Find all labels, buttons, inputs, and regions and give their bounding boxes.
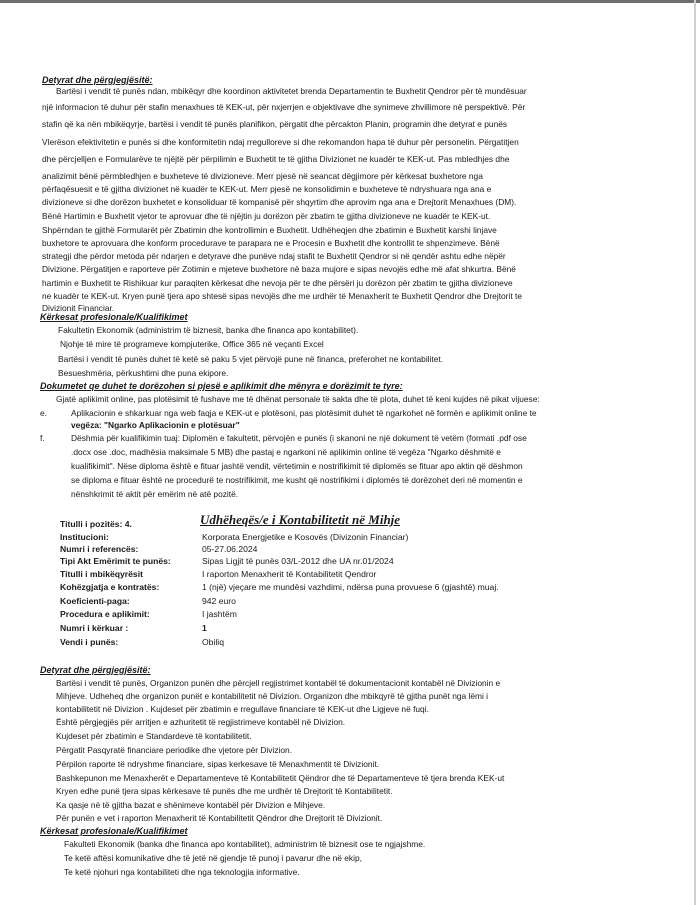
text-line: Për punën e vet i raporton Menaxherit të Kontabilitetit Qëndror dhe Drejtorit të Divizionit. xyxy=(56,813,383,823)
text-line: Bartësi i vendit të punës duhet të ketë së paku 5 vjet përvojë pune në financa, preferohet ne kontabilitet. xyxy=(58,354,444,364)
position-label: Titulli i pozitës: 4. xyxy=(60,519,132,529)
requirements-heading: Kërkesat profesionale/Kualifikimet xyxy=(40,312,188,322)
reference-value: 05-27.06.2024 xyxy=(202,544,258,554)
text-line: Dëshmia për kualifikimin tuaj: Diplomën e fakultetit, përvojën e punës (i skanoni ne një dokument të vetëm (formati .pdf ose xyxy=(71,433,527,443)
text-line: kontabilitetit në Divizion . Kujdeset për zbatimin e rregullave financiare të KEK-ut dhe Ligjeve në fuqi. xyxy=(56,704,429,714)
text-line: strategji dhe përdor metoda për ndarjen e detyrave dhe punëve ndaj stafit te Buxhetit Qendror si në qendër ashtu edhe nëpër xyxy=(42,251,506,261)
requirements-heading-2: Kërkesat profesionale/Kualifikimet xyxy=(40,826,188,836)
text-line: se diploma e fituar është ne procedurë te nostrifikimit, me kusht që nostrifikimi i diplomës të dorëzohet deri në momentin e xyxy=(71,475,523,485)
text-line: Kujdeset për zbatimin e Standardeve të kontabilitetit. xyxy=(56,731,252,741)
text-line: kualifikimit". Nëse diploma është e fituar jashtë vendit, vërtetimin e nostrifikimit të diplomës se fituar apo aktin që dëshmon xyxy=(71,461,523,471)
number-required-label: Numri i kërkuar : xyxy=(60,623,129,633)
contract-duration-label: Kohëzgjatja e kontratës: xyxy=(60,582,160,592)
list-marker: f. xyxy=(40,433,45,443)
institution-value: Korporata Energjetike e Kosovës (Divizonin Financiar) xyxy=(202,532,409,542)
text-line: Kryen edhe punë tjera sipas kërkesave të punës dhe me urdhër të Drejtorit të Kontabilitetit. xyxy=(56,786,393,796)
supervisor-label: Titulli i mbikëqyrësit xyxy=(60,569,143,579)
list-marker: e. xyxy=(40,408,47,418)
text-line: ne kuadër te KEK-ut. Kryen punë tjera apo shtesë sipas nevojës dhe me urdhër të Menaxherit te Buxhetit Qendror dhe Drejtorit te xyxy=(42,291,522,301)
duties-heading-2: Detyrat dhe përgjegjësitë: xyxy=(40,665,151,675)
contract-duration-value: 1 (një) vjeçare me mundësi vazhdimi, ndërsa puna provuese 6 (gjashtë) muaj. xyxy=(202,582,499,592)
duties-heading: Detyrat dhe përgjegjësitë: xyxy=(42,75,153,85)
text-line: Fakultetin Ekonomik (administrim të biznesit, banka dhe financa apo kontabilitet). xyxy=(58,325,359,335)
text-line: Divizionit Financiar. xyxy=(42,303,115,313)
text-line: analizimit bënë përmbledhjen e buxheteve të divizioneve. Merr pjesë në seancat dëgjimore për kërkesat buxhetore nga xyxy=(42,171,483,181)
text-line: Mihjeve. Udheheq dhe organizon punët e kontabilitetit në Divizion. Organizon dhe mbikqyrë të gjitha punët nga lëmi i xyxy=(56,691,489,701)
procedure-label: Procedura e aplikimit: xyxy=(60,609,150,619)
salary-value: 942 euro xyxy=(202,596,236,606)
text-line: Bashkepunon me Menaxherët e Departamenteve të Kontabilitetit Qëndror dhe të Departamenteve të tjera brenda KEK-ut xyxy=(56,773,505,783)
top-border xyxy=(0,0,700,3)
text-line: dhe përcjelljen e Formularëve te njëjtë për përpilimin e Buxhetit te të gjitha Divizionet ne kuadër te KEK-ut. Pas mbledhjes dhe xyxy=(42,154,510,164)
text-line: nënshkrimit të aktit për emërim në atë pozitë. xyxy=(71,489,239,499)
documents-heading: Dokumetet qe duhet te dorëzohen si pjesë e aplikimit dhe mënyra e dorëzimit te tyre: xyxy=(40,381,403,391)
workplace-label: Vendi i punës: xyxy=(60,637,119,647)
number-required-value: 1 xyxy=(202,623,207,633)
appointment-type-label: Tipi Akt Emërimit te punës: xyxy=(60,556,171,566)
salary-label: Koeficienti-paga: xyxy=(60,596,130,606)
text-line: divizioneve si dhe dorëzon buxhetet e konsoliduar të kompanisë për shqyrtim dhe aprovim nga ana e Drejtorit Menaxhues (DM). xyxy=(42,197,517,207)
supervisor-value: I raporton Menaxherit të Kontabilitetit Qendror xyxy=(202,569,377,579)
text-line: Shpërndan te gjithë Formularët për Zbatimin dhe kontrollimin e Buxhetit. Udhëheqjen dhe zbatimin e Buxhetit karshi linjave xyxy=(42,225,497,235)
institution-label: Institucioni: xyxy=(60,532,109,542)
text-line: Vlerëson efektivitetin e punës si dhe konformitetin ndaj rregulloreve si dhe rekomandon hapa të duhur për personelin. Përgatitjen xyxy=(42,137,519,147)
text-line: buxhetore te aprovuara dhe konform procedurave te parapara ne e Procesin e Buxhetit dhe kontrollit te shpenzimeve. Bënë xyxy=(42,238,500,248)
appointment-type-value: Sipas Ligjit të punës 03/L-2012 dhe UA nr.01/2024 xyxy=(202,556,394,566)
text-line: Bënë Hartimin e Buxhetit vjetor te aprovuar dhe të njëjtin ju dorëzon për zbatim te gjitha divizioneve ne kuadër te KEK-ut. xyxy=(42,211,491,221)
procedure-value: I jashtëm xyxy=(202,609,237,619)
text-line: Bartësi i vendit të punës ndan, mbikëqyr dhe koordinon aktivitetet brenda Departamentin te Buxhetit Qendror për të mundësuar xyxy=(56,86,527,96)
text-line: hartimin e Buxhetit te Rishikuar kur paraqiten kërkesat dhe nevoja për te dhe përsëri ju dorëzon për zbatim te gjitha divizioneve xyxy=(42,278,513,288)
text-line: një informacion të duhur për stafin menaxhues të KEK-ut, për nxjerrjen e objektivave dhe synimeve zhvillimore në perspektivë. Për xyxy=(42,102,526,112)
right-border xyxy=(694,0,696,905)
text-line: Përgatit Pasqyratë financiare periodike dhe vjetore për Divizion. xyxy=(56,745,293,755)
workplace-value: Obiliq xyxy=(202,637,224,647)
text-line: vegëza: "Ngarko Aplikacionin e plotësuar" xyxy=(71,420,240,430)
text-line: Bartësi i vendit të punës, Organizon punën dhe përcjell regjistrimet kontabël të dokumentacionit kontabël në Divizionin e xyxy=(56,678,501,688)
text-line: Është përgjegjës për arritjen e azhuritetit të regjistrimeve kontabël në Divizion. xyxy=(56,717,346,727)
text-line: stafin që ka nën mbikëqyrje, bartësi i vendit të punës planifikon, përgatit dhe përcakton Planin, programin dhe detyrat e punës xyxy=(42,119,508,129)
text-line: Fakulteti Ekonomik (banka dhe financa apo kontabilitet), administrim të biznesit ose te ngjajshme. xyxy=(64,839,426,849)
text-line: Njohje të mire të programeve kompjuterike, Office 365 në veçanti Excel xyxy=(60,339,324,349)
text-line: .docx ose .doc, madhësia maksimale 5 MB) dhe pastaj e ngarkoni në aplikimin online të vegëza "Ngarko dëshmitë e xyxy=(71,447,501,457)
text-line: Te ketë aftësi komunikative dhe të jetë në gjendje të punoj i pavarur dhe në ekip, xyxy=(64,853,362,863)
position-title: Udhëheqës/e i Kontabilitetit në Mihje xyxy=(200,512,401,527)
text-line: Te ketë njohuri nga kontabiliteti dhe nga teknologjia informative. xyxy=(64,867,300,877)
text-line: Përpilon raporte të ndryshme financiare, sipas kerkesave të Menaxhmentit të Divizionit. xyxy=(56,759,380,769)
documents-intro: Gjatë aplikimit online, pas plotësimit të fushave me të dhënat personale të sakta dhe të plota, duhet të keni kujdes në pikat vijuese: xyxy=(56,394,540,404)
text-line: Aplikacionin e shkarkuar nga web faqja e KEK-ut e plotësoni, pas plotësimit duhet të ngarkohet në formën e aplikimit online te xyxy=(71,408,537,418)
reference-label: Numri i referencës: xyxy=(60,544,139,554)
text-line: Ka qasje në të gjitha bazat e shënimeve kontabël për Divizion e Mihjeve. xyxy=(56,800,326,810)
text-line: Besueshmëria, përkushtimi dhe puna ekipore. xyxy=(58,368,229,378)
text-line: Divizione. Përgatitjen e raporteve për Zotimin e mjeteve buxhetore në baza mujore e sipas nevojës edhe më afat shkurtra. Bënë xyxy=(42,264,516,274)
text-line: përfaqësuesit e të gjitha divizionet në kuadër te KEK-ut. Merr pjesë ne konsolidimin e buxheteve të ndryshuara nga ana e xyxy=(42,184,492,194)
